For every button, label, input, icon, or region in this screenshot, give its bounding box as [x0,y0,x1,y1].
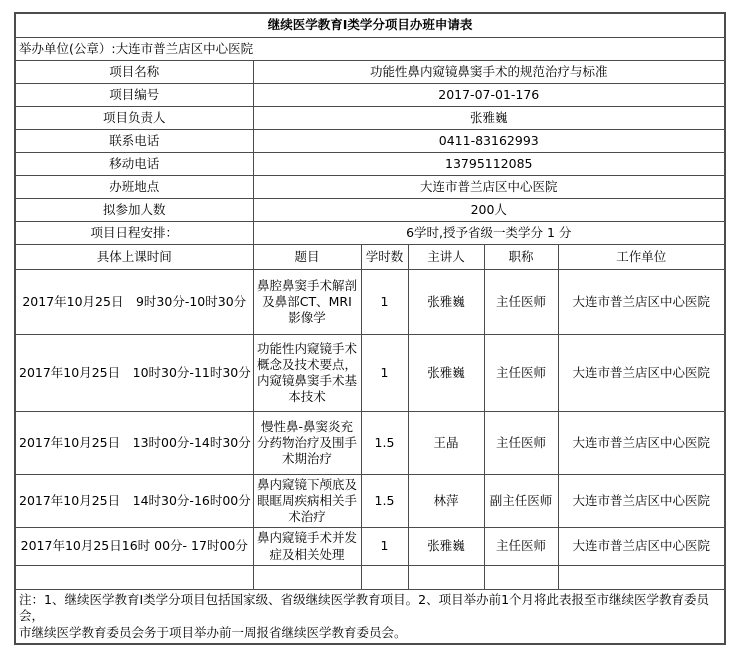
empty-cell [408,566,484,590]
schedule-empty-row [15,566,725,590]
schedule-cell-hours: 1.5 [361,412,408,475]
note-cell [15,590,725,644]
schedule-cell-topic: 鼻腔鼻窦手术解剖及鼻部CT、MRI影像学 [253,270,361,335]
form-title: 继续医学教育I类学分项目办班申请表 [15,13,725,38]
info-row-participants [15,199,725,222]
schedule-cell-hours: 1 [361,528,408,566]
header-time: 具体上课时间 [15,245,253,270]
organizer-row [15,38,725,61]
schedule-cell-time: 2017年10月25日16时 00分- 17时00分 [15,528,253,566]
schedule-cell-time: 2017年10月25日 9时30分-10时30分 [15,270,253,335]
info-label: 拟参加人数 [15,199,253,222]
schedule-cell-org: 大连市普兰店区中心医院 [558,412,725,475]
info-label: 项目编号 [15,84,253,107]
info-value: 功能性鼻内窥镜鼻窦手术的规范治疗与标准 [253,61,725,84]
info-row-project-name [15,61,725,84]
empty-cell [484,566,558,590]
schedule-cell-hours: 1 [361,335,408,412]
schedule-cell-org: 大连市普兰店区中心医院 [558,528,725,566]
info-value: 6学时,授予省级一类学分 1 分 [253,222,725,245]
note-line-1: 注：1、继续医学教育Ⅰ类学分项目包括国家级、省级继续医学教育项目。2、项目举办前1个月将此表报至市继续医学教育委员会， [19,592,710,624]
empty-cell [361,566,408,590]
schedule-cell-org: 大连市普兰店区中心医院 [558,475,725,528]
header-topic: 题目 [253,245,361,270]
note-line-2: 市继续医学教育委员会务于项目举办前一周报省继续医学教育委员会。 [19,624,407,640]
schedule-cell-job-title: 主任医师 [484,528,558,566]
header-job-title: 职称 [484,245,558,270]
info-value: 2017-07-01-176 [253,84,725,107]
schedule-cell-job-title: 主任医师 [484,335,558,412]
schedule-cell-speaker: 张雅巍 [408,270,484,335]
info-label: 项目负责人 [15,107,253,130]
info-value: 张雅巍 [253,107,725,130]
empty-cell [558,566,725,590]
header-speaker: 主讲人 [408,245,484,270]
schedule-header-row [15,245,725,270]
info-label: 移动电话 [15,153,253,176]
info-row-mobile-phone [15,153,725,176]
schedule-cell-topic: 鼻内窥镜手术并发症及相关处理 [253,528,361,566]
info-value: 200人 [253,199,725,222]
schedule-cell-hours: 1.5 [361,475,408,528]
header-org: 工作单位 [558,245,725,270]
schedule-row [15,335,725,412]
schedule-cell-job-title: 主任医师 [484,270,558,335]
schedule-cell-time: 2017年10月25日 13时00分-14时30分 [15,412,253,475]
schedule-cell-speaker: 王晶 [408,412,484,475]
note-row [15,590,725,644]
title-row [15,13,725,38]
schedule-row [15,412,725,475]
schedule-cell-topic: 鼻内窥镜下颅底及眼眶周疾病相关手术治疗 [253,475,361,528]
schedule-cell-time: 2017年10月25日 14时30分-16时00分 [15,475,253,528]
empty-cell [253,566,361,590]
schedule-row [15,270,725,335]
info-row-class-location [15,176,725,199]
schedule-cell-org: 大连市普兰店区中心医院 [558,270,725,335]
info-label: 项目日程安排： [15,222,253,245]
empty-cell [15,566,253,590]
info-label: 办班地点 [15,176,253,199]
info-label: 项目名称 [15,61,253,84]
schedule-cell-topic: 功能性内窥镜手术概念及技术要点，内窥镜鼻窦手术基本技术 [253,335,361,412]
info-row-schedule-summary [15,222,725,245]
schedule-cell-time: 2017年10月25日 10时30分-11时30分 [15,335,253,412]
schedule-cell-job-title: 主任医师 [484,412,558,475]
info-value: 0411-83162993 [253,130,725,153]
schedule-cell-speaker: 张雅巍 [408,335,484,412]
header-hours: 学时数 [361,245,408,270]
info-value: 13795112085 [253,153,725,176]
schedule-cell-speaker: 林萍 [408,475,484,528]
schedule-cell-hours: 1 [361,270,408,335]
schedule-cell-topic: 慢性鼻-鼻窦炎充分药物治疗及围手术期治疗 [253,412,361,475]
organizer-text: 举办单位(公章）:大连市普兰店区中心医院 [15,38,725,61]
schedule-cell-speaker: 张雅巍 [408,528,484,566]
application-form-table [14,12,726,645]
info-label: 联系电话 [15,130,253,153]
schedule-cell-job-title: 副主任医师 [484,475,558,528]
info-row-contact-phone [15,130,725,153]
info-row-project-leader [15,107,725,130]
schedule-cell-org: 大连市普兰店区中心医院 [558,335,725,412]
info-row-project-number [15,84,725,107]
info-value: 大连市普兰店区中心医院 [253,176,725,199]
schedule-row [15,475,725,528]
schedule-row [15,528,725,566]
